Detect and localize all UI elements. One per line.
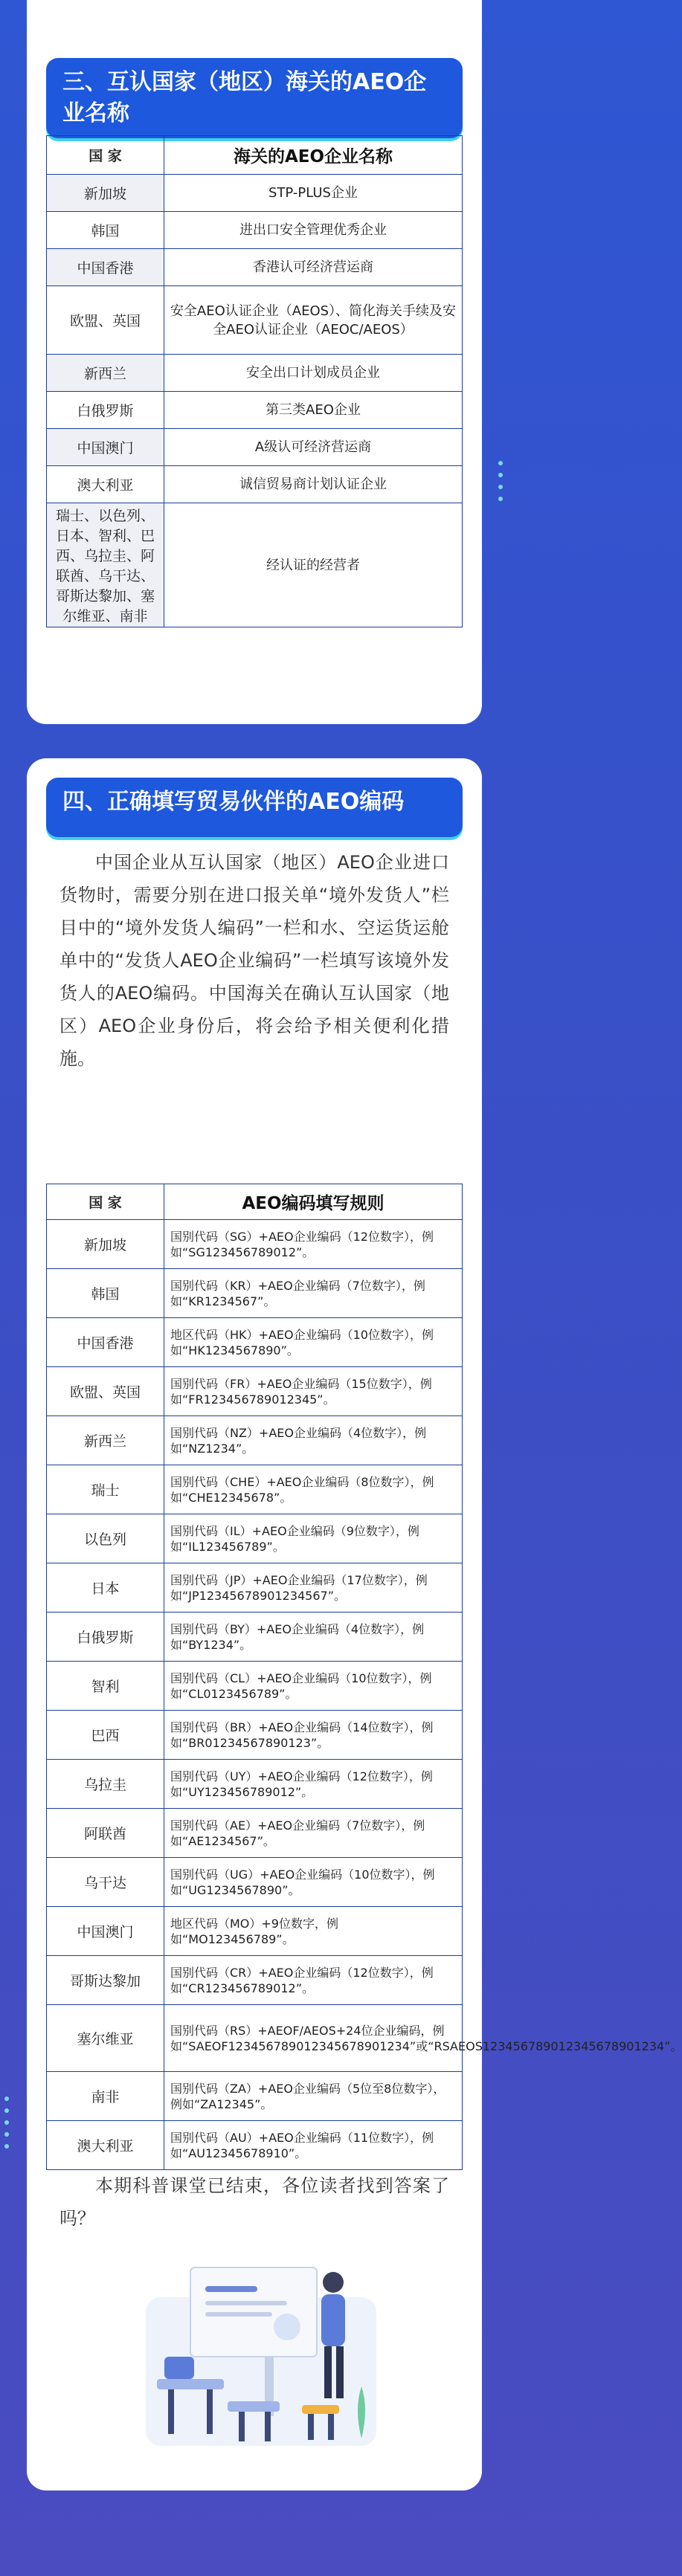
table-row — [47, 355, 463, 392]
rule-cell: 国别代码（BY）+AEO企业编码（4位数字），例如“BY1234”。 — [164, 1613, 463, 1662]
table-row — [47, 1416, 463, 1465]
country-cell: 新西兰 — [47, 1416, 164, 1465]
rule-cell: 国别代码（RS）+AEOF/AEOS+24位企业编码，例如“SAEOF123456789012345678901234”或“RSAEOS123456789012345678901234”。 — [164, 2005, 463, 2072]
country-cell: 新加坡 — [47, 175, 164, 212]
rule-cell: 国别代码（CR）+AEO企业编码（12位数字），例如“CR123456789012”。 — [164, 1956, 463, 2005]
table-header-country: 国 家 — [47, 136, 164, 175]
table-row — [47, 1907, 463, 1956]
section3-heading: 三、互认国家（地区）海关的AEO企业名称 — [46, 58, 463, 138]
rule-cell: 国别代码（CHE）+AEO企业编码（8位数字），例如“CHE12345678”。 — [164, 1465, 463, 1514]
section4-heading: 四、正确填写贸易伙伴的AEO编码 — [46, 778, 463, 837]
table-row — [47, 1760, 463, 1809]
country-cell: 欧盟、英国 — [47, 1367, 164, 1416]
section3-card — [27, 0, 482, 724]
decorative-dots-left — [4, 2096, 10, 2156]
rule-cell: 国别代码（UG）+AEO企业编码（10位数字），例如“UG1234567890”。 — [164, 1858, 463, 1907]
country-cell: 新加坡 — [47, 1220, 164, 1269]
table-row — [47, 1367, 463, 1416]
country-cell: 中国香港 — [47, 1318, 164, 1367]
classroom-illustration — [138, 2253, 384, 2453]
section4-card — [27, 758, 682, 2491]
table-row — [47, 249, 463, 286]
country-cell: 韩国 — [47, 1269, 164, 1318]
table-row — [47, 1318, 463, 1367]
table-row — [47, 503, 463, 627]
rule-cell: 国别代码（SG）+AEO企业编码（12位数字），例如“SG123456789012”。 — [164, 1220, 463, 1269]
country-cell: 欧盟、英国 — [47, 286, 164, 355]
aeo-name-cell: 安全AEO认证企业（AEOS）、简化海关手续及安全AEO认证企业（AEOC/AEOS） — [164, 286, 463, 355]
table-row — [47, 2005, 463, 2072]
table-row — [47, 1858, 463, 1907]
rule-cell: 地区代码（HK）+AEO企业编码（10位数字），例如“HK1234567890”。 — [164, 1318, 463, 1367]
country-cell: 澳大利亚 — [47, 2121, 164, 2170]
aeo-code-table — [46, 1184, 682, 2170]
rule-cell: 国别代码（JP）+AEO企业编码（17位数字），例如“JP12345678901234567”。 — [164, 1563, 463, 1613]
country-cell: 白俄罗斯 — [47, 1613, 164, 1662]
aeo-name-cell: 第三类AEO企业 — [164, 392, 463, 429]
aeo-name-cell: A级认可经济营运商 — [164, 429, 463, 466]
table-row — [47, 1613, 463, 1662]
table-row — [47, 1662, 463, 1711]
table-row — [47, 392, 463, 429]
country-cell: 乌干达 — [47, 1858, 164, 1907]
table-row — [47, 2121, 463, 2170]
aeo-name-cell: 安全出口计划成员企业 — [164, 355, 463, 392]
country-cell: 中国澳门 — [47, 1907, 164, 1956]
table-row — [47, 1711, 463, 1760]
aeo-name-cell: 香港认可经济营运商 — [164, 249, 463, 286]
closing-paragraph: 本期科普课堂已结束，各位读者找到答案了吗？ — [59, 2175, 449, 2229]
table-row — [47, 212, 463, 249]
country-cell: 澳大利亚 — [47, 466, 164, 503]
table-row — [47, 1809, 463, 1858]
table-row — [47, 1956, 463, 2005]
table-row — [47, 1514, 463, 1563]
country-cell: 中国香港 — [47, 249, 164, 286]
country-cell: 南非 — [47, 2072, 164, 2121]
rule-cell: 国别代码（CL）+AEO企业编码（10位数字），例如“CL0123456789”。 — [164, 1662, 463, 1711]
country-cell: 瑞士、以色列、日本、智利、巴西、乌拉圭、阿联酋、乌干达、哥斯达黎加、塞尔维亚、南非 — [47, 503, 164, 627]
country-cell: 塞尔维亚 — [47, 2005, 164, 2072]
country-cell: 以色列 — [47, 1514, 164, 1563]
rule-cell: 地区代码（MO）+9位数字，例如“MO123456789”。 — [164, 1907, 463, 1956]
table-header-rule: AEO编码填写规则 — [164, 1184, 463, 1220]
country-cell: 阿联酋 — [47, 1809, 164, 1858]
intro-paragraph: 中国企业从互认国家（地区）AEO企业进口货物时，需要分别在进口报关单“境外发货人”栏目中的“境外发货人编码”一栏和水、空运货运舱单中的“发货人AEO企业编码”一栏填写该境外发货人的AEO编码。中国海关在确认互认国家（地区）AEO企业身份后，将会给予相关便利化措施。 — [59, 852, 449, 1069]
rule-cell: 国别代码（FR）+AEO企业编码（15位数字），例如“FR123456789012345”。 — [164, 1367, 463, 1416]
rule-cell: 国别代码（ZA）+AEO企业编码（5位至8位数字），例如“ZA12345”。 — [164, 2072, 463, 2121]
aeo-name-cell: 诚信贸易商计划认证企业 — [164, 466, 463, 503]
country-cell: 哥斯达黎加 — [47, 1956, 164, 2005]
rule-cell: 国别代码（BR）+AEO企业编码（14位数字），例如“BR01234567890123”。 — [164, 1711, 463, 1760]
country-cell: 中国澳门 — [47, 429, 164, 466]
aeo-name-table — [46, 135, 463, 627]
aeo-name-cell: 进出口安全管理优秀企业 — [164, 212, 463, 249]
country-cell: 新西兰 — [47, 355, 164, 392]
table-row — [47, 1465, 463, 1514]
country-cell: 瑞士 — [47, 1465, 164, 1514]
country-cell: 白俄罗斯 — [47, 392, 164, 429]
table-row — [47, 2072, 463, 2121]
table-row — [47, 1563, 463, 1613]
country-cell: 乌拉圭 — [47, 1760, 164, 1809]
table-row — [47, 1269, 463, 1318]
country-cell: 巴西 — [47, 1711, 164, 1760]
country-cell: 韩国 — [47, 212, 164, 249]
rule-cell: 国别代码（NZ）+AEO企业编码（4位数字），例如“NZ1234”。 — [164, 1416, 463, 1465]
aeo-name-cell: 经认证的经营者 — [164, 503, 463, 627]
rule-cell: 国别代码（IL）+AEO企业编码（9位数字），例如“IL123456789”。 — [164, 1514, 463, 1563]
country-cell: 智利 — [47, 1662, 164, 1711]
table-row — [47, 1220, 463, 1269]
table-header-name: 海关的AEO企业名称 — [164, 136, 463, 175]
table-row — [47, 175, 463, 212]
rule-cell: 国别代码（UY）+AEO企业编码（12位数字），例如“UY123456789012”。 — [164, 1760, 463, 1809]
aeo-name-cell: STP-PLUS企业 — [164, 175, 463, 212]
rule-cell: 国别代码（AU）+AEO企业编码（11位数字），例如“AU12345678910”。 — [164, 2121, 463, 2170]
table-row — [47, 286, 463, 355]
table-row — [47, 466, 463, 503]
rule-cell: 国别代码（KR）+AEO企业编码（7位数字），例如“KR1234567”。 — [164, 1269, 463, 1318]
table-row — [47, 429, 463, 466]
country-cell: 日本 — [47, 1563, 164, 1613]
table-header-country: 国 家 — [47, 1184, 164, 1220]
rule-cell: 国别代码（AE）+AEO企业编码（7位数字），例如“AE1234567”。 — [164, 1809, 463, 1858]
decorative-dots-right — [498, 461, 504, 509]
